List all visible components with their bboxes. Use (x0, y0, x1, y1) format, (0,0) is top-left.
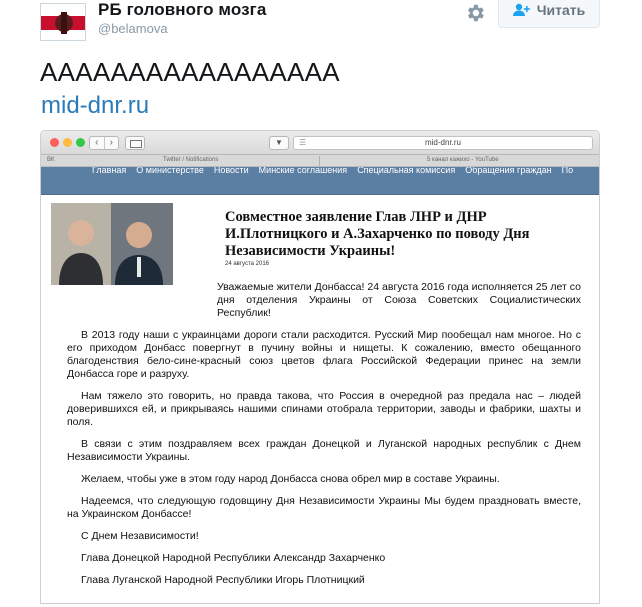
site-nav-item: Новости (213, 167, 249, 175)
article-paragraph: Уважаемые жители Донбасса! 24 августа 2016 года исполняется 25 лет со дня отделения Украины от Союза Советских Социалистических Республик! (217, 281, 581, 319)
site-nav-item: Специальная комиссия (357, 167, 456, 175)
tweet-header (40, 0, 642, 48)
reader-icon: ☰ (299, 138, 307, 147)
user-handle[interactable]: @belamova (98, 21, 168, 36)
minimize-window-icon (63, 138, 72, 147)
article-paragraph: В 2013 году наши с украинцами дороги стали расходится. Русский Мир пообещал нам многое. Но с его приходом Донбасс повергнут в пучину войны и нищеты. К сожалению, вместо обещанного благоденствия бело-сине-красный союз цветов флага Российской Федерации принес на земли Донбасса горе и разруху. (67, 329, 581, 380)
tweet-link[interactable]: mid-dnr.ru (41, 92, 150, 119)
browser-tab: Twitter / Notifications (163, 157, 219, 163)
article-headline: Совместное заявление Глав ЛНР и ДНР И.Плотницкого и А.Захарченко по поводу Дня Независимости Украины! (225, 209, 530, 259)
article-paragraph: Надеемся, что следующую годовщину Дня Независимости Украины Мы будем праздновать вместе, на Украинском Донбассе! (67, 495, 581, 520)
site-nav-item: Обращения граждан (465, 167, 552, 175)
zoom-window-icon (76, 138, 85, 147)
add-user-icon (513, 3, 531, 17)
browser-tab: 5 канал кажихо - YouTube (427, 157, 499, 163)
article-body (67, 281, 581, 596)
article-paragraph: Глава Донецкой Народной Республики Александр Захарченко (81, 552, 386, 564)
tab-strip (41, 155, 600, 167)
vk-icon: ВК (47, 157, 55, 163)
close-window-icon (50, 138, 59, 147)
forward-arrow-icon: › (109, 137, 113, 148)
site-nav-item: Главная (92, 167, 127, 175)
site-nav-item: По (561, 167, 574, 175)
follow-label: Читать (536, 2, 586, 18)
download-icon: ▼ (269, 136, 289, 150)
display-name[interactable]: РБ головного мозга (98, 0, 267, 19)
site-nav-bar (41, 167, 600, 195)
tweet-text: ААААААААААААААААА (40, 57, 340, 87)
site-nav-item: О министерстве (136, 167, 204, 175)
attached-screenshot[interactable] (40, 130, 600, 604)
avatar[interactable] (40, 3, 86, 41)
article (41, 195, 600, 604)
tab-divider (319, 156, 320, 166)
back-forward-buttons (89, 136, 119, 150)
flag-avatar-icon (41, 4, 86, 41)
article-paragraph: Глава Луганской Народной Республики Игорь Плотницкий (81, 574, 365, 586)
follow-button[interactable] (498, 0, 600, 28)
article-photo (51, 203, 173, 285)
article-date: 24 августа 2016 (225, 261, 270, 267)
back-arrow-icon: ‹ (90, 137, 105, 149)
article-paragraph: Нам тяжело это говорить, но правда такова, что Россия в очередной раз предала нас – людей доверившихся ей, и прикрываясь нашими спинами отобрала территории, заводы и фабрики, шахты и поля. (67, 390, 581, 428)
article-paragraph: Желаем, чтобы уже в этом году народ Донбасса снова обрел мир в составе Украины. (81, 473, 500, 485)
article-paragraph: С Днем Независимости! (81, 530, 199, 542)
address-text: mid-dnr.ru (424, 138, 461, 147)
browser-toolbar (41, 131, 600, 155)
sidebar-icon (125, 136, 145, 150)
address-bar (293, 136, 593, 150)
site-nav-item: Минские соглашения (258, 167, 348, 175)
article-paragraph: В связи с этим поздравляем всех граждан Донецкой и Луганской народных республик с Днем Независимости Украины. (67, 438, 581, 463)
gear-icon[interactable] (464, 2, 486, 24)
